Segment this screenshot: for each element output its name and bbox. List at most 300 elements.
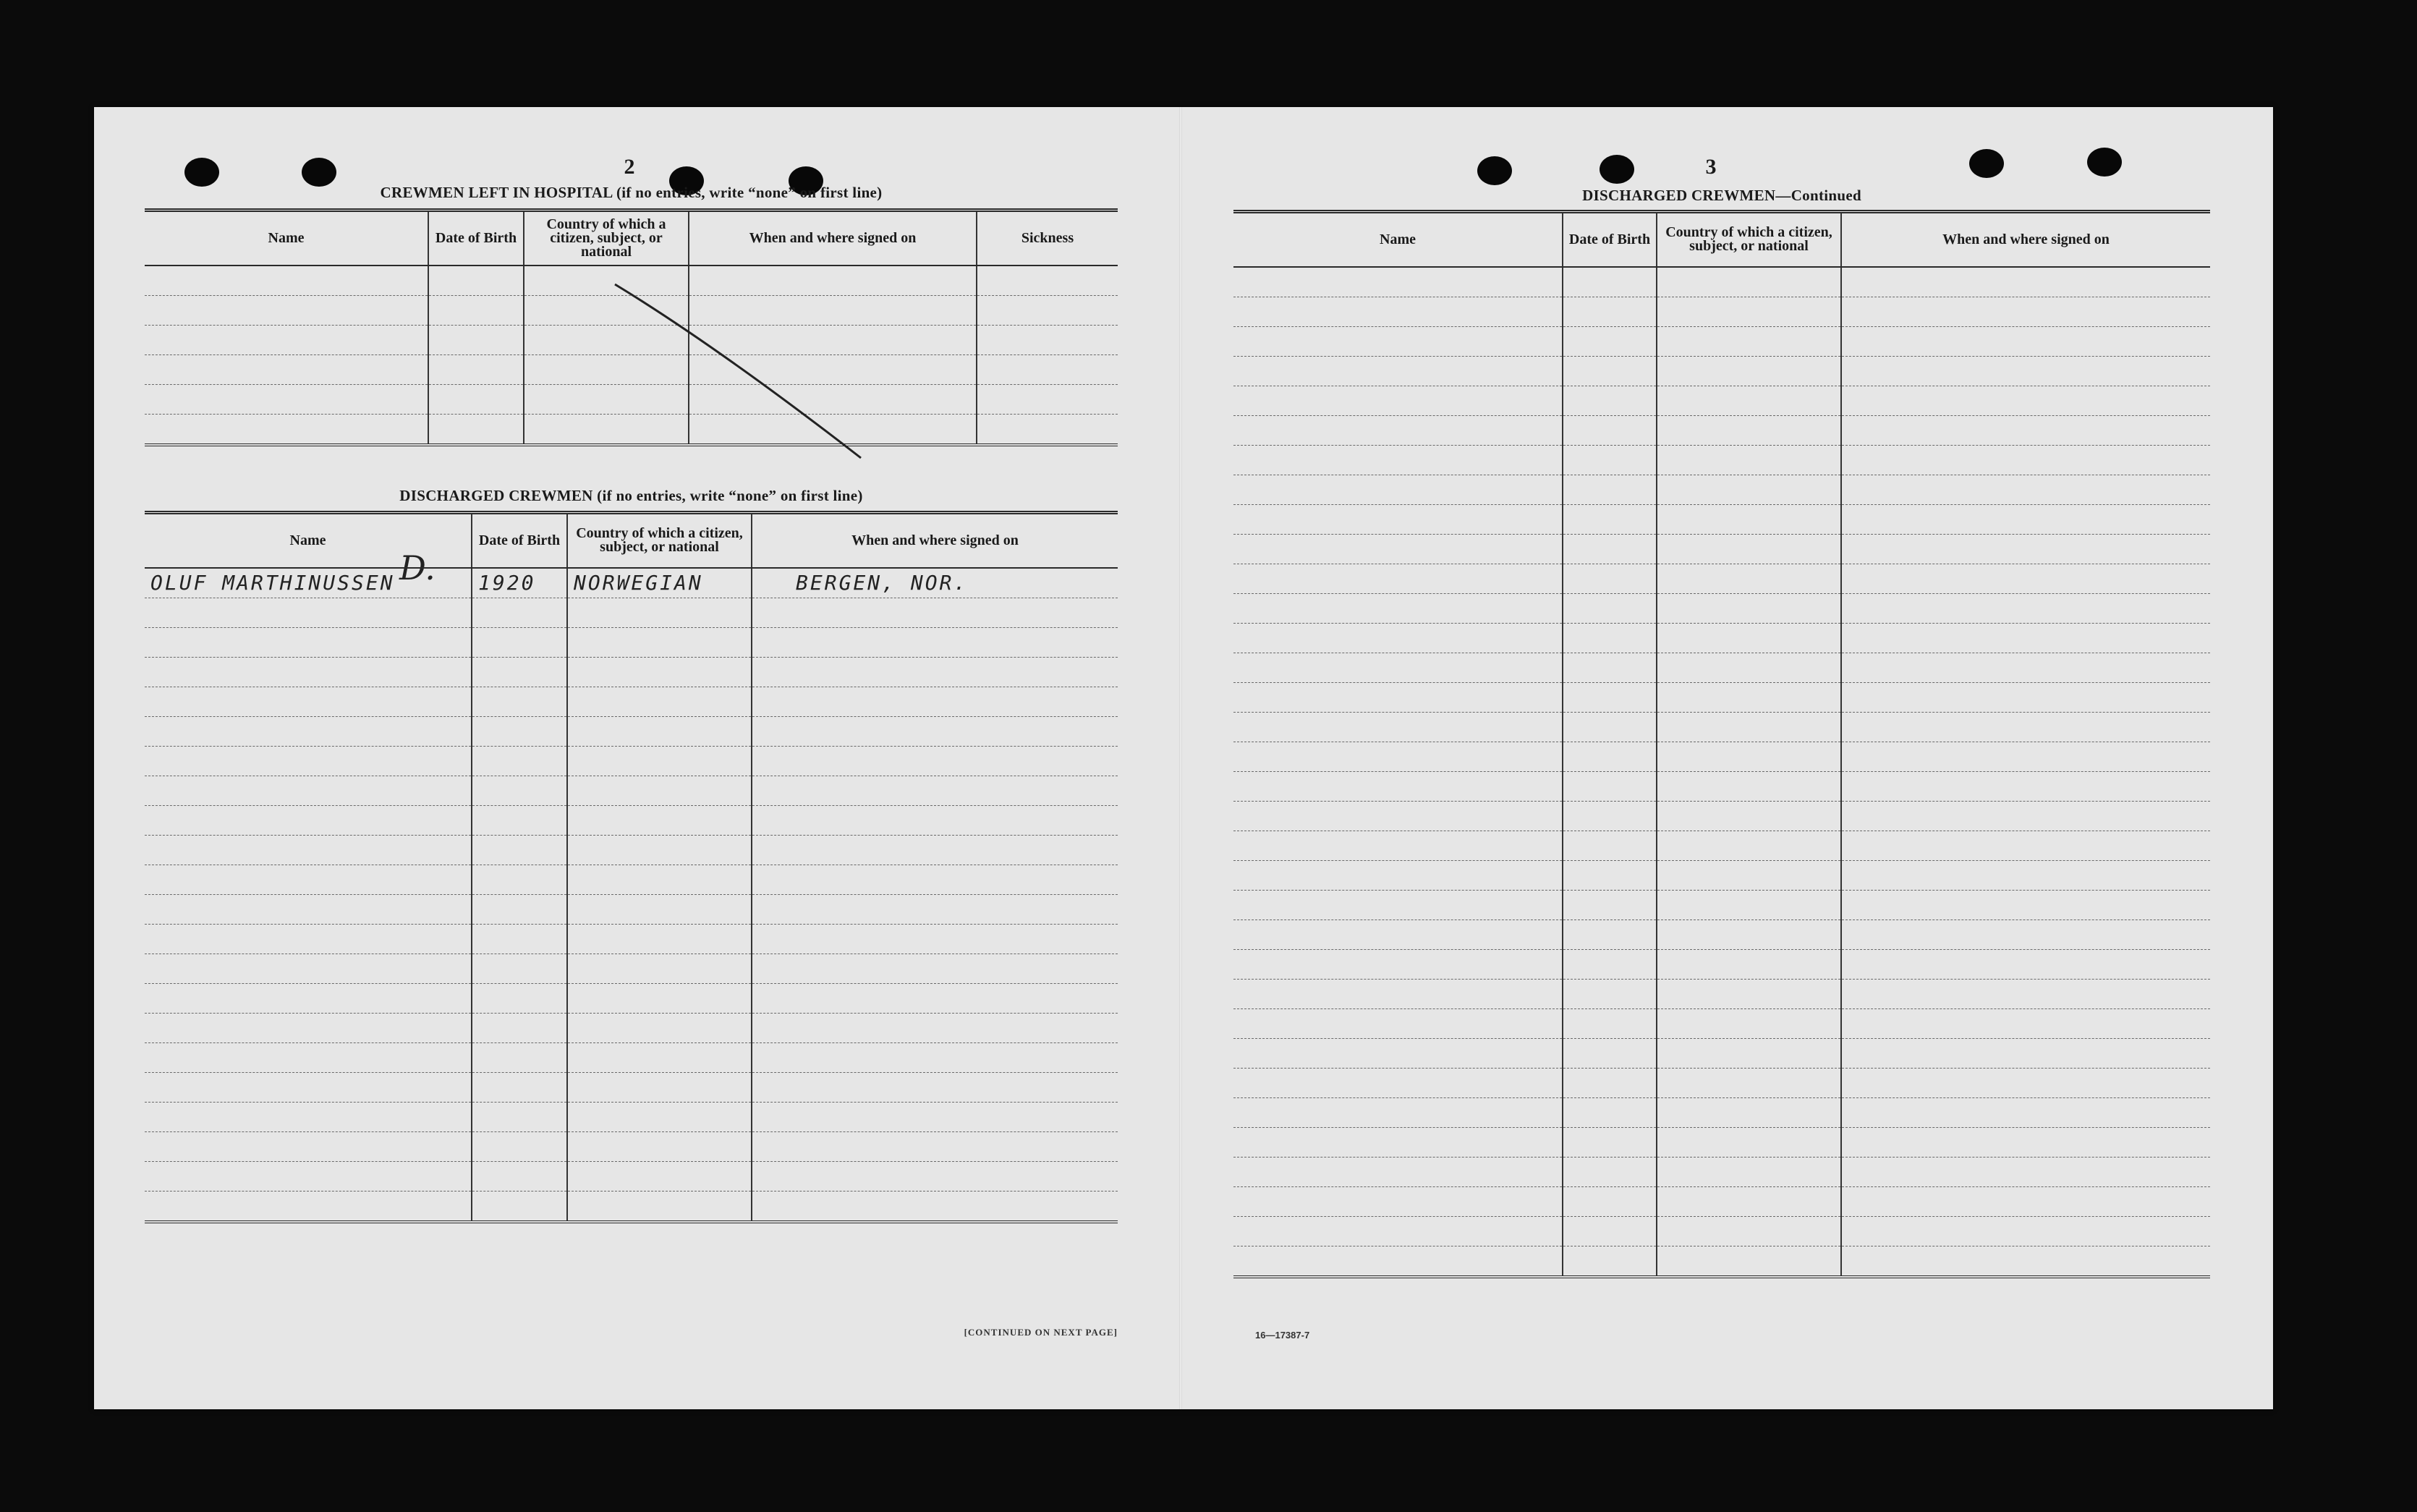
table-row: [1233, 919, 2210, 949]
table-row: [1233, 593, 2210, 623]
signed-on-cell: [752, 1191, 1118, 1222]
name-cell: [1233, 326, 1563, 356]
dob-cell: [1563, 1216, 1657, 1246]
discharged-section-title: DISCHARGED CREWMEN (if no entries, write “none” on first line): [399, 487, 863, 504]
country-cell: [567, 746, 752, 776]
country-cell: [567, 1072, 752, 1102]
table-row: [145, 657, 1118, 687]
signed-on-cell: [1841, 475, 2210, 504]
table-row: [1233, 415, 2210, 445]
signed-on-cell: [1841, 593, 2210, 623]
table-row: [1233, 1157, 2210, 1186]
country-cell: [567, 1042, 752, 1072]
handwritten-initials: D.: [399, 548, 436, 587]
dob-cell: [1563, 1127, 1657, 1157]
signed-on-cell: [1841, 831, 2210, 860]
name-cell: [145, 384, 428, 414]
signed-on-cell: [752, 924, 1118, 954]
name-cell: [145, 716, 472, 746]
table-row: [145, 1102, 1118, 1131]
name-cell: [1233, 593, 1563, 623]
table-row: [1233, 1008, 2210, 1038]
name-cell: [145, 1131, 472, 1161]
table-row: [1233, 1068, 2210, 1097]
table-row: [145, 687, 1118, 716]
table-row: [1233, 742, 2210, 771]
table-row: [145, 1131, 1118, 1161]
dob-cell: [472, 1161, 567, 1191]
country-cell: [1657, 475, 1841, 504]
dob-cell: [428, 325, 524, 354]
signed-on-cell: [752, 746, 1118, 776]
name-cell: [1233, 386, 1563, 415]
country-cell: [567, 983, 752, 1013]
hospital-table: [145, 208, 1118, 446]
country-cell: [1657, 415, 1841, 445]
form-code: 16—17387-7: [1255, 1330, 1310, 1341]
table-row: [1233, 949, 2210, 979]
name-cell: [145, 1161, 472, 1191]
table-row: [145, 894, 1118, 924]
signed-on-cell: [752, 1161, 1118, 1191]
country-cell: [567, 835, 752, 865]
discharged-table: [145, 511, 1118, 1223]
table-row: [1233, 267, 2210, 297]
table-row: [145, 627, 1118, 657]
signed-on-cell: [1841, 386, 2210, 415]
page-number: 3: [1705, 155, 1717, 179]
header-date-of-birth: Date of Birth: [1563, 212, 1657, 267]
table-row: [1233, 564, 2210, 593]
name-cell: [1233, 415, 1563, 445]
table-row: [145, 1191, 1118, 1222]
dob-cell: [1563, 326, 1657, 356]
dob-cell: [1563, 623, 1657, 653]
name-cell: [1233, 979, 1563, 1008]
signed-on-cell: [1841, 534, 2210, 564]
table-row: [1233, 386, 2210, 415]
name-cell: [1233, 919, 1563, 949]
name-cell: [1233, 445, 1563, 475]
dob-cell: [1563, 267, 1657, 297]
table-row: [145, 1161, 1118, 1191]
header-signed-on: When and where signed on: [689, 211, 977, 266]
dob-cell: [472, 924, 567, 954]
dob-cell: [1563, 564, 1657, 593]
dob-cell: [1563, 801, 1657, 831]
dob-cell: [1563, 831, 1657, 860]
discharged-continued-title: DISCHARGED CREWMEN—Continued: [1582, 187, 1861, 204]
signed-on-cell: [752, 894, 1118, 924]
right-page: [1233, 107, 2210, 1409]
signed-on-cell: [689, 384, 977, 414]
dob-cell: [1563, 860, 1657, 890]
country-cell: [524, 295, 689, 325]
signed-on-cell: [1841, 949, 2210, 979]
dob-cell: [472, 954, 567, 983]
name-cell: [1233, 1157, 1563, 1186]
country-cell: [567, 1191, 752, 1222]
dob-cell: [1563, 1246, 1657, 1277]
country-cell: [567, 865, 752, 894]
sickness-cell: [977, 384, 1118, 414]
country-cell: [524, 414, 689, 445]
dob-cell: [472, 894, 567, 924]
signed-on-cell: [752, 983, 1118, 1013]
crewman-name: OLUF MARTHINUSSEN: [145, 568, 472, 598]
signed-on-cell: [1841, 1097, 2210, 1127]
name-cell: [1233, 742, 1563, 771]
left-page: [145, 107, 1118, 1409]
country-cell: [1657, 919, 1841, 949]
signed-on-cell: [1841, 1157, 2210, 1186]
name-cell: [145, 1042, 472, 1072]
country-cell: [1657, 267, 1841, 297]
name-cell: [145, 627, 472, 657]
dob-cell: [472, 805, 567, 835]
header-signed-on: When and where signed on: [1841, 212, 2210, 267]
dob-cell: [1563, 415, 1657, 445]
country-cell: [524, 325, 689, 354]
sickness-cell: [977, 354, 1118, 384]
name-cell: [1233, 534, 1563, 564]
dob-cell: [472, 1013, 567, 1042]
signed-on-cell: [1841, 979, 2210, 1008]
name-cell: [1233, 504, 1563, 534]
signed-on-cell: [752, 1042, 1118, 1072]
table-row: [1233, 623, 2210, 653]
dob-cell: [472, 776, 567, 805]
signed-on-cell: [1841, 623, 2210, 653]
signed-on-cell: [1841, 356, 2210, 386]
signed-on-cell: [1841, 1008, 2210, 1038]
signed-on-cell: [752, 716, 1118, 746]
signed-on-cell: [1841, 445, 2210, 475]
header-name: Name: [1233, 212, 1563, 267]
signed-on-cell: [1841, 771, 2210, 801]
country-cell: [567, 657, 752, 687]
country-cell: [1657, 860, 1841, 890]
table-row: [145, 568, 1118, 598]
name-cell: [1233, 1216, 1563, 1246]
table-row: [1233, 682, 2210, 712]
dob-cell: [1563, 949, 1657, 979]
country-cell: [1657, 712, 1841, 742]
country-cell: [567, 776, 752, 805]
country-cell: [567, 1131, 752, 1161]
name-cell: [1233, 890, 1563, 919]
page-fold: [1179, 107, 1182, 1409]
country-cell: [1657, 1157, 1841, 1186]
table-row: [145, 805, 1118, 835]
name-cell: [145, 835, 472, 865]
dob-cell: [472, 598, 567, 627]
name-cell: [1233, 712, 1563, 742]
table-row: [1233, 1097, 2210, 1127]
table-row: [1233, 475, 2210, 504]
signed-on-cell: [1841, 415, 2210, 445]
signed-on-cell: [1841, 1186, 2210, 1216]
table-row: [145, 716, 1118, 746]
country-cell: [567, 894, 752, 924]
country-cell: [1657, 801, 1841, 831]
name-cell: [145, 1102, 472, 1131]
table-row: [145, 354, 1118, 384]
name-cell: [1233, 1186, 1563, 1216]
dob-cell: [1563, 979, 1657, 1008]
table-row: [1233, 534, 2210, 564]
country-cell: [1657, 564, 1841, 593]
dob-cell: [1563, 534, 1657, 564]
signed-on-cell: [752, 1131, 1118, 1161]
table-row: [1233, 1038, 2210, 1068]
name-cell: [1233, 1127, 1563, 1157]
dob-cell: [1563, 771, 1657, 801]
signed-on-cell: [752, 657, 1118, 687]
country-cell: [1657, 1008, 1841, 1038]
table-row: [1233, 801, 2210, 831]
dob-cell: [428, 384, 524, 414]
country-cell: [1657, 386, 1841, 415]
country-cell: [567, 627, 752, 657]
name-cell: [145, 325, 428, 354]
country-cell: [567, 1161, 752, 1191]
country-cell: [1657, 890, 1841, 919]
name-cell: [1233, 831, 1563, 860]
crewman-dob: 1920: [472, 568, 567, 598]
dob-cell: [1563, 386, 1657, 415]
country-cell: [1657, 653, 1841, 682]
name-cell: [145, 865, 472, 894]
name-cell: [145, 1072, 472, 1102]
signed-on-cell: [689, 354, 977, 384]
country-cell: [1657, 534, 1841, 564]
country-cell: [567, 805, 752, 835]
signed-on-cell: [689, 325, 977, 354]
dob-cell: [1563, 1008, 1657, 1038]
table-row: [145, 954, 1118, 983]
table-row: [1233, 653, 2210, 682]
signed-on-cell: [752, 1102, 1118, 1131]
signed-on-cell: [752, 1072, 1118, 1102]
country-cell: [567, 924, 752, 954]
country-cell: [1657, 297, 1841, 326]
country-cell: [1657, 1127, 1841, 1157]
signed-on-cell: [1841, 1216, 2210, 1246]
dob-cell: [1563, 1068, 1657, 1097]
dob-cell: [428, 295, 524, 325]
name-cell: [145, 1013, 472, 1042]
header-signed-on: When and where signed on: [752, 513, 1118, 568]
name-cell: [145, 354, 428, 384]
table-row: [1233, 356, 2210, 386]
table-row: [145, 325, 1118, 354]
signed-on-cell: [1841, 1246, 2210, 1277]
table-row: [145, 746, 1118, 776]
table-row: [145, 983, 1118, 1013]
dob-cell: [428, 266, 524, 296]
signed-on-cell: [689, 266, 977, 296]
table-row: [1233, 326, 2210, 356]
table-row: [145, 1042, 1118, 1072]
name-cell: [145, 746, 472, 776]
name-cell: [1233, 475, 1563, 504]
table-row: [145, 414, 1118, 445]
dob-cell: [1563, 742, 1657, 771]
signed-on-cell: [1841, 712, 2210, 742]
table-row: [145, 1013, 1118, 1042]
dob-cell: [428, 354, 524, 384]
dob-cell: [1563, 682, 1657, 712]
table-row: [1233, 504, 2210, 534]
table-row: [1233, 445, 2210, 475]
dob-cell: [472, 687, 567, 716]
signed-on-cell: [1841, 326, 2210, 356]
table-row: [1233, 831, 2210, 860]
name-cell: [145, 1191, 472, 1222]
dob-cell: [472, 1191, 567, 1222]
name-cell: [1233, 297, 1563, 326]
name-cell: [145, 687, 472, 716]
name-cell: [1233, 564, 1563, 593]
signed-on-cell: [1841, 1038, 2210, 1068]
table-row: [1233, 771, 2210, 801]
signed-on-cell: [1841, 890, 2210, 919]
table-row: [1233, 860, 2210, 890]
country-cell: [1657, 593, 1841, 623]
dob-cell: [472, 657, 567, 687]
signed-on-cell: [1841, 742, 2210, 771]
country-cell: [524, 384, 689, 414]
country-cell: [1657, 742, 1841, 771]
country-cell: [524, 266, 689, 296]
signed-on-cell: [752, 805, 1118, 835]
name-cell: [145, 805, 472, 835]
signed-on-cell: [1841, 1068, 2210, 1097]
country-cell: [567, 716, 752, 746]
country-cell: [567, 598, 752, 627]
table-row: [145, 384, 1118, 414]
country-cell: [1657, 445, 1841, 475]
signed-on-cell: [1841, 504, 2210, 534]
signed-on-cell: [752, 598, 1118, 627]
name-cell: [1233, 1097, 1563, 1127]
name-cell: [145, 598, 472, 627]
country-cell: [1657, 623, 1841, 653]
table-row: [1233, 712, 2210, 742]
dob-cell: [472, 865, 567, 894]
dob-cell: [1563, 504, 1657, 534]
table-row: [1233, 1127, 2210, 1157]
country-cell: [1657, 356, 1841, 386]
name-cell: [1233, 1008, 1563, 1038]
signed-on-cell: [1841, 653, 2210, 682]
dob-cell: [472, 1042, 567, 1072]
header-country: Country of which a citizen, subject, or national: [1657, 212, 1841, 267]
dob-cell: [472, 983, 567, 1013]
signed-on-cell: [689, 295, 977, 325]
dob-cell: [428, 414, 524, 445]
country-cell: [1657, 1216, 1841, 1246]
hospital-section-title: CREWMEN LEFT IN HOSPITAL (if no entries, write “none” on first line): [380, 184, 883, 201]
dob-cell: [1563, 475, 1657, 504]
signed-on-cell: [1841, 297, 2210, 326]
header-date-of-birth: Date of Birth: [472, 513, 567, 568]
name-cell: [1233, 771, 1563, 801]
dob-cell: [1563, 1157, 1657, 1186]
dob-cell: [1563, 356, 1657, 386]
country-cell: [524, 354, 689, 384]
header-country: Country of which a citizen, subject, or national: [567, 513, 752, 568]
table-row: [1233, 979, 2210, 1008]
signed-on-cell: [752, 687, 1118, 716]
signed-on-cell: [752, 776, 1118, 805]
table-row: [145, 598, 1118, 627]
country-cell: [1657, 1246, 1841, 1277]
page-number: 2: [624, 155, 635, 179]
signed-on-cell: [752, 865, 1118, 894]
dob-cell: [472, 1131, 567, 1161]
name-cell: [145, 414, 428, 445]
signed-on-cell: [1841, 1127, 2210, 1157]
table-row: [145, 924, 1118, 954]
country-cell: [1657, 771, 1841, 801]
header-date-of-birth: Date of Birth: [428, 211, 524, 266]
header-name: Name: [145, 513, 472, 568]
name-cell: [145, 894, 472, 924]
name-cell: [1233, 653, 1563, 682]
table-row: [145, 266, 1118, 296]
name-cell: [145, 657, 472, 687]
signed-on-cell: [752, 1013, 1118, 1042]
dob-cell: [1563, 653, 1657, 682]
name-cell: [145, 983, 472, 1013]
name-cell: [145, 295, 428, 325]
signed-on-cell: [1841, 564, 2210, 593]
header-country: Country of which a citizen, subject, or national: [524, 211, 689, 266]
sickness-cell: [977, 266, 1118, 296]
table-row: [145, 295, 1118, 325]
signed-on-cell: [752, 835, 1118, 865]
name-cell: [1233, 860, 1563, 890]
signed-on-cell: [752, 627, 1118, 657]
signed-on-cell: [1841, 860, 2210, 890]
country-cell: [1657, 326, 1841, 356]
signed-on-cell: [1841, 919, 2210, 949]
table-row: [1233, 1216, 2210, 1246]
name-cell: [1233, 1246, 1563, 1277]
country-cell: [567, 1102, 752, 1131]
dob-cell: [1563, 1097, 1657, 1127]
dob-cell: [1563, 712, 1657, 742]
table-row: [145, 865, 1118, 894]
signed-on-cell: [1841, 267, 2210, 297]
sickness-cell: [977, 325, 1118, 354]
table-row: [1233, 1186, 2210, 1216]
dob-cell: [472, 716, 567, 746]
name-cell: [1233, 1068, 1563, 1097]
name-cell: [145, 266, 428, 296]
signed-on-cell: [689, 414, 977, 445]
name-cell: [1233, 1038, 1563, 1068]
name-cell: [1233, 623, 1563, 653]
sickness-cell: [977, 414, 1118, 445]
country-cell: [1657, 1068, 1841, 1097]
sickness-cell: [977, 295, 1118, 325]
dob-cell: [472, 1072, 567, 1102]
dob-cell: [1563, 1038, 1657, 1068]
document-sheet: [94, 107, 2273, 1409]
